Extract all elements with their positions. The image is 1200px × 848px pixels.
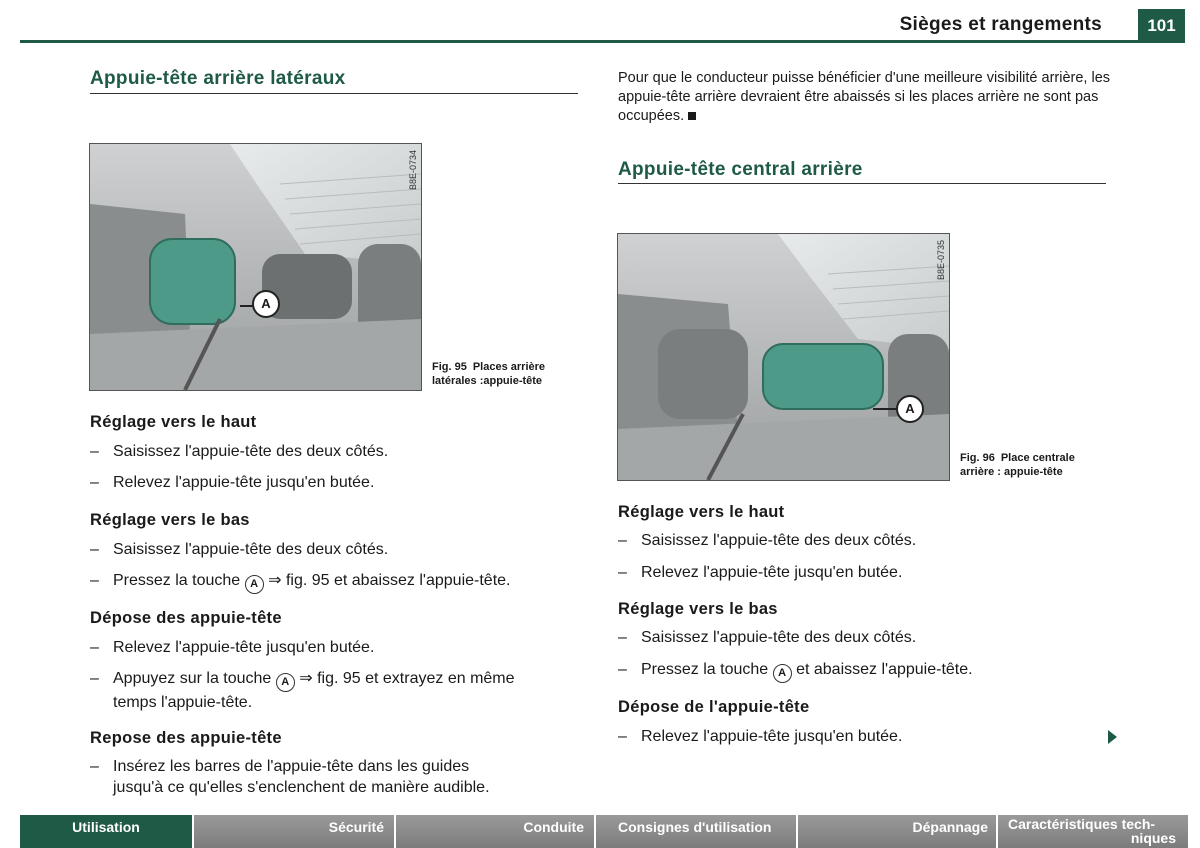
end-of-section-icon — [688, 112, 696, 120]
caption-text: Place centrale arrière : appuie-tête — [960, 452, 1075, 478]
list-item: – Saisissez l'appuie-tête des deux côtés. — [90, 443, 389, 460]
subhead-lower: Réglage vers le bas — [618, 600, 778, 618]
list-item: – Appuyez sur la touche A ⇒ fig. 95 et extrayez en même temps l'appuie-tête. — [90, 670, 515, 711]
caption-text: Places arrière latérales :appuie-tête — [432, 361, 546, 387]
subhead-install: Repose des appuie-tête — [90, 729, 282, 747]
tab-securite[interactable]: Sécurité — [194, 815, 396, 848]
header-rule — [20, 40, 1138, 43]
section-title-central: Appuie-tête central arrière — [618, 159, 863, 180]
figure-ref-code: B8E-0734 — [408, 150, 418, 191]
list-item: – Saisissez l'appuie-tête des deux côtés. — [618, 532, 917, 549]
list-item: – Relevez l'appuie-tête jusqu'en butée. — [90, 474, 375, 491]
continue-arrow-icon — [1108, 730, 1117, 744]
list-item: – Pressez la touche A et abaissez l'appuie-tête. — [618, 659, 1131, 683]
chapter-nav — [20, 815, 1188, 848]
section-rule — [618, 183, 1106, 184]
figure-95-photo — [89, 143, 422, 391]
tab-label-line2: niques — [1130, 830, 1176, 846]
subhead-removal: Dépose des appuie-tête — [90, 609, 282, 627]
section-title-lateral: Appuie-tête arrière latéraux — [90, 68, 346, 89]
list-item: – Relevez l'appuie-tête jusqu'en butée. — [90, 639, 375, 656]
key-a-icon: A — [245, 575, 264, 594]
chapter-title: Sièges et rangements — [899, 14, 1102, 35]
tab-depannage[interactable]: Dépannage — [798, 815, 998, 848]
subhead-raise: Réglage vers le haut — [618, 503, 785, 521]
callout-a: A — [261, 296, 271, 311]
callout-a: A — [905, 401, 915, 416]
tab-consignes[interactable]: Consignes d'utilisation — [596, 815, 798, 848]
figure-95-caption — [432, 360, 582, 388]
subhead-lower: Réglage vers le bas — [90, 511, 250, 529]
figure-96-photo — [617, 233, 950, 481]
caption-number: Fig. 95 — [432, 361, 467, 373]
list-item: – Pressez la touche A ⇒ fig. 95 et abaissez l'appuie-tête. — [90, 570, 603, 594]
rear-seat-illustration — [90, 144, 421, 390]
tab-utilisation[interactable]: Utilisation — [20, 815, 194, 848]
tab-label-line1: Caractéristiques tech- — [1008, 816, 1156, 832]
subhead-raise: Réglage vers le haut — [90, 413, 257, 431]
list-item: – Saisissez l'appuie-tête des deux côtés. — [618, 629, 917, 646]
intro-paragraph: Pour que le conducteur puisse bénéficier d'une meilleure visibilité arrière, les appuie-tête arrière devraient être abaissés si les places arrière ne sont pas occupées. — [618, 70, 1111, 124]
rear-seat-illustration — [618, 234, 949, 480]
figure-ref-code: B8E-0735 — [936, 240, 946, 281]
page-number: 101 — [1138, 9, 1185, 43]
figure-96-caption — [960, 451, 1110, 479]
caption-number: Fig. 96 — [960, 452, 995, 464]
tab-caracteristiques[interactable] — [998, 815, 1188, 848]
section-rule — [90, 93, 578, 94]
tab-conduite[interactable]: Conduite — [396, 815, 596, 848]
key-a-icon: A — [276, 673, 295, 692]
list-item: – Relevez l'appuie-tête jusqu'en butée. — [618, 564, 903, 581]
subhead-removal: Dépose de l'appuie-tête — [618, 698, 810, 716]
key-a-icon: A — [773, 664, 792, 683]
list-item: – Insérez les barres de l'appuie-tête dans les guides jusqu'à ce qu'elles s'enclenchent de manière audible. — [90, 758, 490, 796]
list-item: – Saisissez l'appuie-tête des deux côtés. — [90, 541, 389, 558]
list-item: – Relevez l'appuie-tête jusqu'en butée. — [618, 728, 903, 745]
